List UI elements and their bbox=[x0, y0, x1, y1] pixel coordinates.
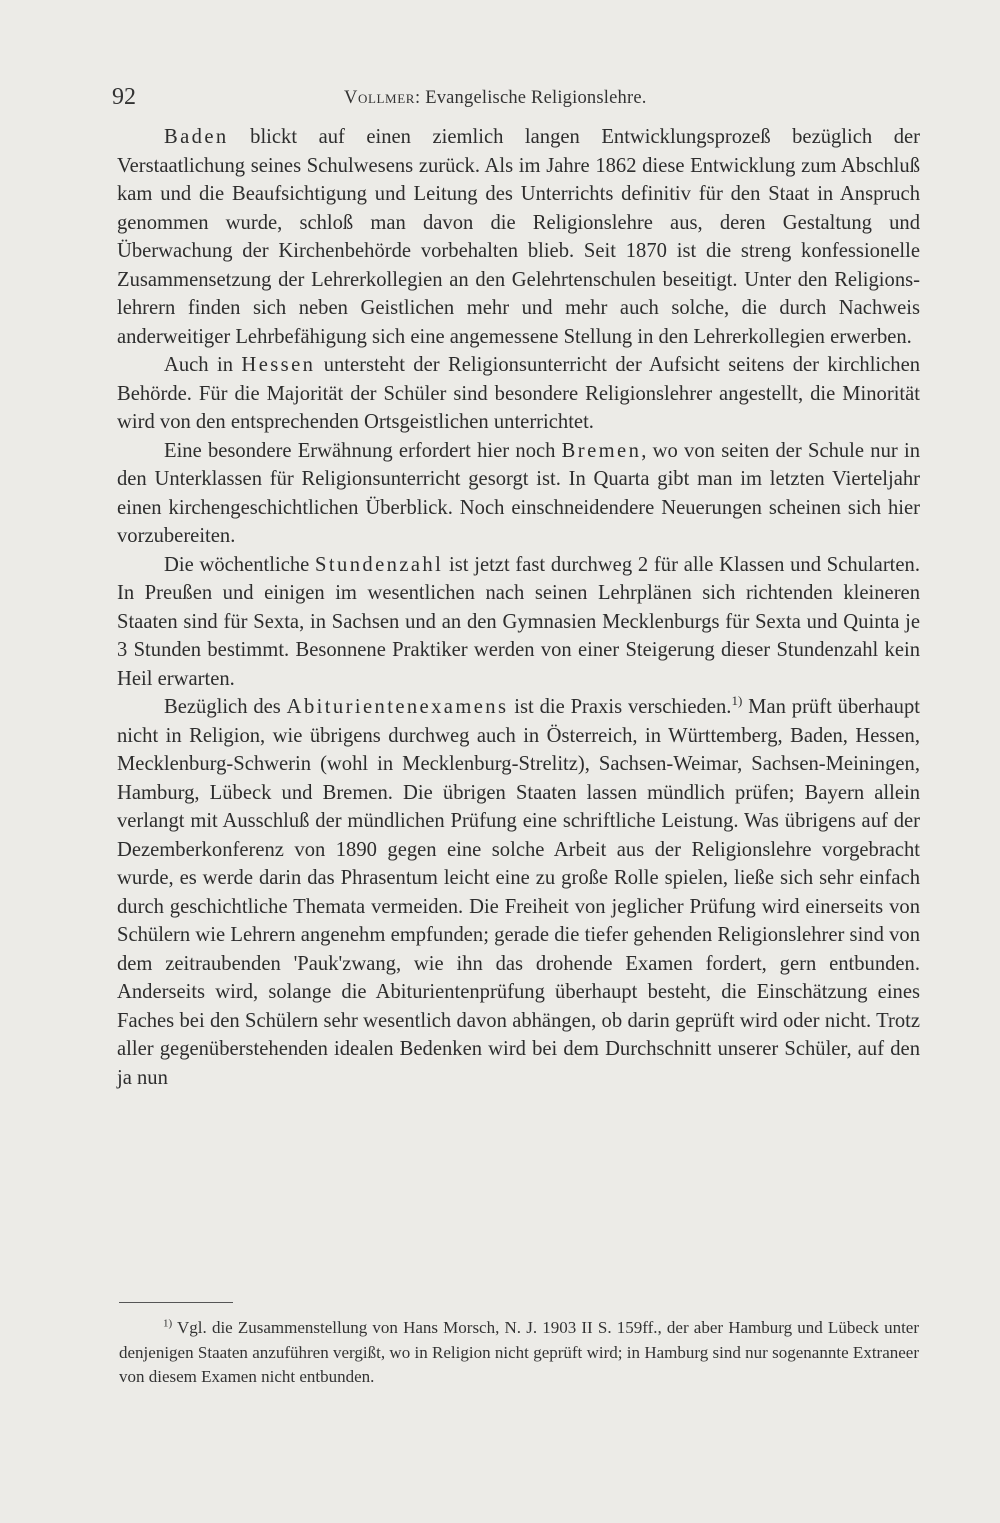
paragraph-bremen bbox=[117, 437, 920, 551]
footnote-divider bbox=[119, 1302, 233, 1303]
paragraph-bremen-lead: Eine besondere Erwähnung erfordert hier noch bbox=[164, 439, 562, 462]
emphasis-baden: Baden bbox=[164, 126, 229, 148]
paragraph-bremen-text: , wo von seiten der Schule nur in den Unterklassen für Religionsunterricht gesorgt ist. In Quarta gibt man im letzten Vierteljahr einen kirchengeschichtlichen Überblick. Noch einschneidendere Neuerungen scheinen sich hier vorzubereiten. bbox=[117, 439, 920, 547]
paragraph-hessen-lead: Auch in bbox=[164, 354, 242, 376]
emphasis-hessen: Hessen bbox=[241, 354, 316, 376]
footnote-paragraph bbox=[119, 1316, 919, 1390]
emphasis-abiturientenexamen: Abiturientenexamens bbox=[286, 696, 509, 718]
running-head bbox=[344, 88, 647, 109]
footnote-text: Vgl. die Zusammenstellung von Hans Morsch, N. J. 1903 II S. 159ff., der aber Hamburg und Lübeck unter denjenigen Staaten anzuführen vergißt, wo in Religion nicht geprüft wird; in Hamburg sind nur sogenannte Extraneer von diesem Examen nicht entbunden. bbox=[119, 1318, 919, 1386]
paragraph-hessen-text: untersteht der Religionsunterricht der Aufsicht seitens der kirchlichen Behörde. Für die Majorität der Schüler sind besondere Religionslehrer angestellt, die Minorität wird von den entsprechenden Ortsgeistlichen unterrichtet. bbox=[117, 354, 921, 433]
footnote-mark: 1) bbox=[163, 1317, 173, 1330]
paragraph-abitur-middle: ist die Praxis verschieden. bbox=[508, 696, 732, 718]
running-head-title: Evangelische Religionslehre. bbox=[425, 88, 647, 108]
paragraph-baden bbox=[117, 123, 920, 351]
page-header bbox=[112, 84, 922, 114]
paragraph-abiturientenexamen bbox=[117, 693, 920, 1092]
paragraph-baden-text: blickt auf einen ziemlich langen Entwicklungsprozeß bezüglich der Verstaatlichung seines Schulwesens zurück. Als im Jahre 1862 diese Entwicklung zum Abschluß kam und die Beaufsichtigung und Leitung des Unterrichts definitiv für den Staat in Anspruch genommen wurde, schloß man davon die Religionslehre aus, deren Gestaltung und Überwachung der Kirchenbehörde vorbehalten blieb. Seit 1870 ist die streng konfessionelle Zusammensetzung der Lehrerkollegien an den Gelehrtenschulen beseitigt. Unter den Religionslehrern finden sich neben Geistlichen mehr und mehr auch solche, die durch Nachweis anderweitiger Lehrbefähigung sich eine angemessene Stellung in den Lehrerkollegien erwerben. bbox=[117, 126, 920, 348]
paragraph-hessen bbox=[117, 351, 920, 437]
page-number: 92 bbox=[112, 84, 136, 110]
footnote-reference[interactable]: 1) bbox=[731, 693, 743, 709]
paragraph-stundenzahl bbox=[117, 551, 920, 694]
paragraph-abitur-text: Man prüft überhaupt nicht in Religion, wie übrigens durchweg auch in Österreich, in Württemberg, Baden, Hessen, Mecklenburg-Schwerin (wohl in Mecklenburg-Strelitz), Sachsen-Weimar, Sachsen-Meiningen, Hamburg, Lübeck und Bremen. Die übrigen Staaten lassen mündlich prüfen; Bayern allein verlangt mit Ausschluß der mündlichen Prüfung eine schriftliche Leistung. Was übrigens auf der Dezemberkonferenz von 1890 gegen eine solche Arbeit aus der Religionslehre vorgebracht wurde, es werde darin das Phrasentum leicht eine zu große Rolle spielen, ließe sich sehr einfach durch geschichtliche Themata vermeiden. Die Freiheit von jeglicher Prüfung wird einerseits von Schülern wie Lehrern angenehm empfunden; gerade die tiefer gehenden Religionslehrer sind von dem zeitraubenden 'Pauk'zwang, wie ihn das drohende Examen fordert, gern entbunden. Anderseits wird, solange die Abiturientenprüfung überhaupt besteht, die Einschätzung eines Faches bei den Schülern sehr wesentlich davon abhängen, ob darin geprüft wird oder nicht. Trotz aller gegenüberstehenden idealen Bedenken wird bei dem Durchschnitt unserer Schüler, auf den ja nun bbox=[117, 696, 921, 1089]
emphasis-stundenzahl: Stundenzahl bbox=[315, 553, 444, 576]
footnote bbox=[119, 1316, 919, 1390]
body-text bbox=[117, 123, 920, 1092]
paragraph-abitur-lead: Bezüglich des bbox=[164, 696, 287, 718]
emphasis-bremen: Bremen bbox=[561, 439, 642, 462]
paragraph-stundenzahl-lead: Die wöchentliche bbox=[164, 553, 316, 576]
paragraph-stundenzahl-text: ist jetzt fast durchweg 2 für alle Klassen und Schularten. In Preußen und einigen im wesentlichen nach seinen Lehrplänen sich richtenden kleineren Staaten sind für Sexta, in Sachsen und an den Gymnasien Mecklenburgs für Sexta und Quinta je 3 Stunden bestimmt. Besonnene Praktiker werden von einer Steigerung dieser Stundenzahl kein Heil erwarten. bbox=[117, 553, 920, 690]
running-head-author: Vollmer bbox=[344, 88, 416, 108]
running-head-separator: : bbox=[415, 88, 426, 108]
